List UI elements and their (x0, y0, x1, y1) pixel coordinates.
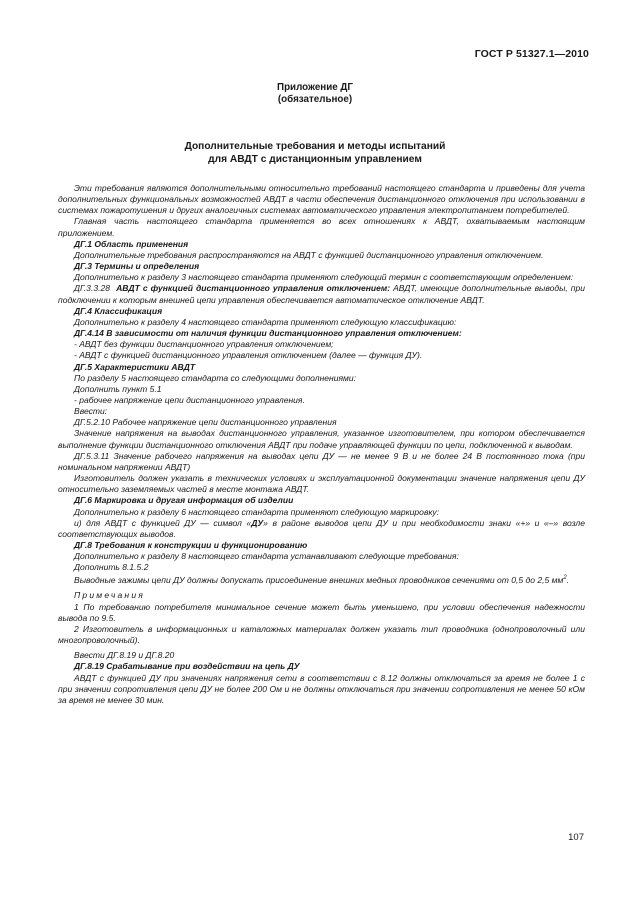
term-number: ДГ.3.3.28 (74, 283, 110, 294)
clause-heading: ДГ.4.14 В зависимости от наличия функции дистанционного управления отключением: (74, 328, 462, 339)
paragraph: Ввести: (74, 406, 108, 417)
paragraph: ДГ.5.2.10 Рабочее напряжение цепи дистанционного управления (74, 417, 337, 428)
paragraph: Дополнительно к разделу 6 настоящего стандарта применяют следующую маркировку: (74, 506, 440, 517)
note: 2 Изготовитель в информационных и каталожных материалах должен указать тип проводника (однопроволочный или многопроволочный). (58, 623, 585, 646)
clause-heading: ДГ.1 Область применения (74, 238, 189, 249)
paragraph: Дополнительно к разделу 8 настоящего стандарта устанавливают следующие требования: (74, 551, 459, 562)
section-title-line-1: Дополнительные требования и методы испытаний (184, 141, 446, 152)
paragraph (58, 573, 585, 586)
paragraph: Ввести ДГ.8.19 и ДГ.8.20 (74, 650, 175, 661)
paragraph: Дополнительные требования распространяются на АВДТ с функцией дистанционного управления отключением. (74, 249, 544, 260)
notes-heading: Примечания (74, 590, 146, 601)
clause-heading: ДГ.5 Характеристики АВДТ (74, 361, 196, 372)
section-title-line-2: для АВДТ с дистанционным управлением (208, 154, 422, 165)
paragraph: ДГ.5.3.11 Значение рабочего напряжения на выводах цепи ДУ — не менее 9 В и не более 24 В постоянного тока (при номинальном напряжении АВДТ) (58, 450, 585, 472)
appendix-title: Приложение ДГ (277, 82, 353, 93)
appendix-status: (обязательное) (277, 94, 353, 105)
superscript: 2 (563, 575, 567, 582)
clause-heading: ДГ.4 Классификация (74, 305, 163, 316)
body-text (58, 183, 585, 706)
page-number: 107 (568, 832, 584, 843)
section-title (0, 140, 630, 166)
paragraph: Значение напряжения на выводах дистанционного управления, указанное изготовителем, при котором обеспечивается выполнение функции дистанционного отключения АВДТ при подаче управляющей функции по цепи, подключенной к выводам. (58, 428, 585, 450)
du-symbol: ДУ (251, 517, 264, 528)
clause-heading: ДГ.8 Требования к конструкции и функционированию (74, 540, 308, 550)
paragraph: Дополнить 8.1.5.2 (74, 562, 149, 573)
paragraph: Дополнительно к разделу 4 настоящего стандарта применяют следующую классификацию: (74, 316, 457, 327)
term-definition (58, 283, 585, 305)
paragraph: Дополнительно к разделу 3 настоящего стандарта применяют следующий термин с соответствующим определением: (74, 272, 574, 283)
list-item: - АВДТ без функции дистанционного управления отключением; (74, 339, 334, 350)
clause-heading: ДГ.6 Маркировка и другая информация об изделии (74, 495, 294, 506)
paragraph: Дополнить пункт 5.1 (74, 383, 162, 394)
term-text: АВДТ, имеющие дополнительные выводы, при подключении к которым внешней цепи управления обеспечивается автоматическое отключение АВДТ. (58, 283, 586, 305)
text-fragment: Выводные зажимы цепи ДУ должны допускать присоединение внешних медных проводников сечениями от 0,5 до 2,5 мм (74, 575, 564, 586)
note: 1 По требованию потребителя минимальное сечение может быть уменьшено, при условии обеспечения надежности вывода по 9.5. (58, 601, 585, 623)
paragraph: Эти требования являются дополнительными относительно требований настоящего стандарта и приведены для учета дополнительных функциональных возможностей АВДТ в части обеспечения дистанционного отключения при использовании в системах пожаротушения и других аналогичных системах автоматического управления электропитанием потребителей. (58, 183, 585, 216)
text-fragment: » в районе выводов цепи ДУ и при необходимости знаки «+» и «–» возле соответствующих выводов. (58, 517, 586, 539)
text-fragment: и) для АВДТ с функцией ДУ — символ « (74, 517, 252, 528)
list-item: - рабочее напряжение цепи дистанционного управления. (74, 394, 305, 405)
clause-heading: ДГ.8.19 Срабатывание при воздействии на цепь ДУ (74, 661, 300, 672)
paragraph: АВДТ с функцией ДУ при значениях напряжения сети в соответствии с 8.12 должны отключаться за время не более 1 с при значении сопротивления цепи ДУ не более 200 Ом и не должны отключаться при значении сопротивления не менее 50 кОм за время не менее 30 мин. (58, 672, 585, 705)
clause-heading: ДГ.3 Термины и определения (74, 261, 200, 272)
paragraph: Главная часть настоящего стандарта применяется во всех отношениях к АВДТ, охватываемым настоящим приложением. (58, 216, 585, 238)
text-fragment: . (566, 575, 570, 586)
paragraph: Изготовитель должен указать в технических условиях и эксплуатационной документации значение напряжения цепи ДУ относительно заземляемых частей в месте монтажа АВДТ. (58, 473, 585, 495)
marking-paragraph (58, 518, 585, 540)
paragraph: По разделу 5 настоящего стандарта со следующими дополнениями: (74, 372, 357, 383)
term-name: АВДТ с функцией дистанционного управления отключением: (116, 283, 391, 294)
list-item: - АВДТ с функцией дистанционного управления отключением (далее — функция ДУ). (74, 350, 423, 361)
standard-code: ГОСТ Р 51327.1—2010 (474, 48, 589, 60)
